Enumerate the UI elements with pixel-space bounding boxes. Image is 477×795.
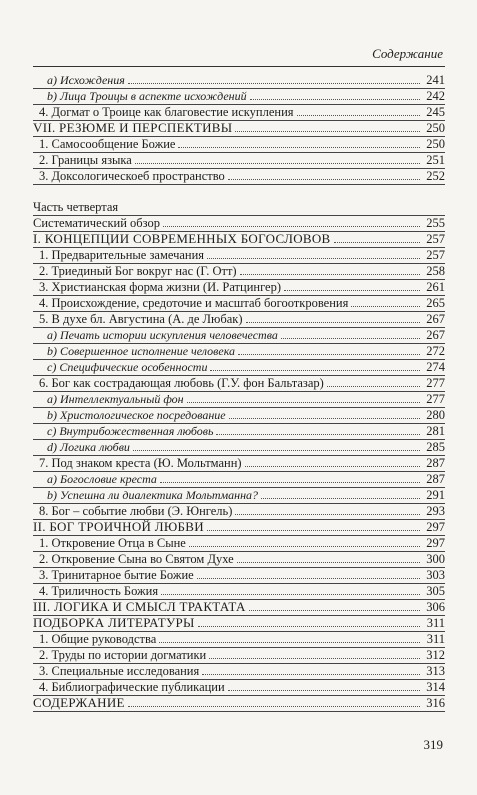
toc-entry-title: 5. В духе бл. Августина (А. де Любак): [39, 312, 243, 326]
toc-entry-page: 258: [426, 264, 445, 278]
toc-entry-page: 250: [426, 137, 445, 151]
toc-leader-dots: [128, 72, 420, 84]
toc-entry-page: 297: [426, 520, 445, 534]
toc-entry-title: a) Исхождения: [47, 73, 125, 87]
toc-leader-dots: [216, 423, 420, 435]
toc-leader-dots: [240, 263, 420, 275]
toc-entry: [33, 359, 445, 375]
toc-entry-title: 1. Самосообщение Божие: [39, 137, 176, 151]
toc-entry: [33, 88, 445, 104]
toc-entry: [33, 152, 445, 168]
toc-entry: [33, 263, 445, 279]
toc-entry: [33, 247, 445, 263]
toc-entry-page: 306: [426, 600, 445, 614]
toc-entry: [33, 327, 445, 343]
toc-entry-title: 4. Догмат о Троице как благовестие искупления: [39, 105, 294, 119]
toc-entry-title: II. БОГ ТРОИЧНОЙ ЛЮБВИ: [33, 519, 204, 534]
toc-entry: [33, 663, 445, 679]
toc-entry-page: 267: [426, 312, 445, 326]
toc-leader-dots: [228, 679, 420, 691]
toc-leader-dots: [198, 615, 420, 627]
toc-entry: [33, 120, 445, 136]
toc-entry: [33, 423, 445, 439]
toc-entry-page: 277: [426, 376, 445, 390]
toc-leader-dots: [161, 583, 420, 595]
toc-leader-dots: [246, 311, 420, 323]
toc-entry-title: a) Печать истории искупления человечества: [47, 328, 278, 342]
toc-entry-page: 280: [426, 408, 445, 422]
table-of-contents: [33, 72, 445, 711]
header-rule: [33, 66, 445, 67]
toc-entry: [33, 695, 445, 711]
toc-entry-page: 242: [426, 89, 445, 103]
toc-leader-dots: [197, 567, 420, 579]
toc-entry-page: 281: [426, 424, 445, 438]
toc-entry-title: c) Специфические особенности: [47, 360, 208, 374]
toc-entry-title: I. КОНЦЕПЦИИ СОВРЕМЕННЫХ БОГОСЛОВОВ: [33, 231, 331, 246]
toc-entry-title: 4. Библиографические публикации: [39, 680, 225, 694]
toc-entry-page: 316: [426, 696, 445, 710]
toc-entry-page: 305: [426, 584, 445, 598]
toc-entry-page: 297: [426, 536, 445, 550]
toc-entry: [33, 647, 445, 663]
toc-leader-dots: [207, 247, 420, 259]
toc-entry-page: 250: [426, 121, 445, 135]
section-gap: [33, 184, 445, 199]
toc-entry: [33, 199, 445, 215]
toc-leader-dots: [163, 215, 420, 227]
toc-entry-title: ПОДБОРКА ЛИТЕРАТУРЫ: [33, 615, 195, 630]
toc-entry-page: 277: [426, 392, 445, 406]
toc-entry-title: c) Внутрибожественная любовь: [47, 424, 214, 438]
toc-entry: [33, 567, 445, 583]
toc-entry-title: III. ЛОГИКА И СМЫСЛ ТРАКТАТА: [33, 599, 246, 614]
toc-leader-dots: [229, 407, 420, 419]
toc-entry-title: 2. Границы языка: [39, 153, 132, 167]
toc-entry-page: 287: [426, 456, 445, 470]
toc-entry-title: 6. Бог как сострадающая любовь (Г.У. фон Бальтазар): [39, 376, 324, 390]
toc-entry-title: 7. Под знаком креста (Ю. Мольтманн): [39, 456, 242, 470]
toc-entry-page: 255: [426, 216, 445, 230]
toc-leader-dots: [249, 599, 420, 611]
toc-entry-page: 293: [426, 504, 445, 518]
toc-entry-page: 300: [426, 552, 445, 566]
toc-entry: [33, 551, 445, 567]
toc-entry: [33, 455, 445, 471]
toc-entry: [33, 471, 445, 487]
toc-entry-page: 303: [426, 568, 445, 582]
toc-entry: [33, 519, 445, 535]
toc-entry: [33, 535, 445, 551]
toc-leader-dots: [178, 136, 420, 148]
toc-leader-dots: [209, 647, 420, 659]
toc-entry-title: b) Совершенное исполнение человека: [47, 344, 236, 358]
toc-leader-dots: [245, 455, 420, 467]
toc-leader-dots: [284, 279, 420, 291]
toc-entry-page: 257: [426, 232, 445, 246]
toc-entry: [33, 375, 445, 391]
toc-leader-dots: [202, 663, 420, 675]
toc-entry-page: 241: [426, 73, 445, 87]
page-number: 319: [423, 737, 443, 752]
toc-entry: [33, 407, 445, 423]
toc-entry: [33, 104, 445, 120]
toc-leader-dots: [261, 487, 420, 499]
toc-entry: [33, 72, 445, 88]
toc-entry-title: 4. Триличность Божия: [39, 584, 159, 598]
toc-entry-page: 312: [426, 648, 445, 662]
toc-entry: [33, 679, 445, 695]
toc-entry: [33, 487, 445, 503]
toc-entry-page: 265: [426, 296, 445, 310]
toc-entry-title: VII. РЕЗЮМЕ И ПЕРСПЕКТИВЫ: [33, 120, 233, 135]
toc-leader-dots: [189, 535, 420, 547]
toc-entry-page: 314: [426, 680, 445, 694]
toc-entry: [33, 599, 445, 615]
toc-entry-title: 1. Общие руководства: [39, 632, 157, 646]
toc-entry-title: 3. Христианская форма жизни (И. Ратцингер): [39, 280, 282, 294]
toc-entry: [33, 343, 445, 359]
toc-entry-title: 2. Труды по истории догматики: [39, 648, 207, 662]
toc-entry-title: 4. Происхождение, средоточие и масштаб богооткровения: [39, 296, 349, 310]
toc-entry: [33, 231, 445, 247]
toc-entry-title: 1. Предварительные замечания: [39, 248, 205, 262]
toc-leader-dots: [327, 375, 420, 387]
toc-entry-page: 272: [426, 344, 445, 358]
toc-entry: [33, 168, 445, 184]
toc-leader-dots: [235, 503, 420, 515]
toc-leader-dots: [207, 519, 420, 531]
toc-entry-title: d) Логика любви: [47, 440, 130, 454]
toc-entry-title: 3. Тринитарное бытие Божие: [39, 568, 194, 582]
toc-entry-page: 285: [426, 440, 445, 454]
toc-leader-dots: [351, 295, 420, 307]
toc-entry-title: a) Интеллектуальный фон: [47, 392, 184, 406]
toc-entry: [33, 503, 445, 519]
toc-entry-page: 311: [426, 632, 445, 646]
running-header: Содержание: [372, 46, 443, 61]
toc-entry-title: b) Христологическое посредование: [47, 408, 226, 422]
toc-entry-page: 287: [426, 472, 445, 486]
toc-entry-title: 2. Откровение Сына во Святом Духе: [39, 552, 234, 566]
toc-leader-dots: [128, 695, 420, 707]
toc-entry-title: 1. Откровение Отца в Сыне: [39, 536, 186, 550]
toc-leader-dots: [334, 231, 420, 243]
toc-leader-dots: [187, 391, 420, 403]
toc-leader-dots: [281, 327, 420, 339]
toc-entry-page: 257: [426, 248, 445, 262]
toc-entry-page: 274: [426, 360, 445, 374]
toc-entry-title: a) Богословие креста: [47, 472, 157, 486]
toc-leader-dots: [250, 88, 420, 100]
toc-entry: [33, 279, 445, 295]
toc-entry: [33, 583, 445, 599]
toc-entry-title: Систематический обзор: [33, 216, 161, 230]
toc-entry-title: 8. Бог – событие любви (Э. Юнгель): [39, 504, 233, 518]
toc-entry: [33, 215, 445, 231]
toc-entry: [33, 136, 445, 152]
toc-entry-page: 245: [426, 105, 445, 119]
toc-leader-dots: [210, 359, 420, 371]
toc-entry-title: Часть четвертая: [33, 200, 119, 214]
toc-entry-page: 267: [426, 328, 445, 342]
toc-entry-page: 252: [426, 169, 445, 183]
toc-leader-dots: [237, 551, 420, 563]
toc-entry-page: 291: [426, 488, 445, 502]
toc-entry: [33, 311, 445, 327]
toc-leader-dots: [133, 439, 420, 451]
toc-entry-title: 2. Триединый Бог вокруг нас (Г. Отт): [39, 264, 237, 278]
toc-leader-dots: [135, 152, 420, 164]
toc-entry-page: 251: [426, 153, 445, 167]
toc-entry-title: b) Лица Троицы в аспекте исхождений: [47, 89, 247, 103]
toc-entry-title: 3. Специальные исследования: [39, 664, 200, 678]
toc-entry-page: 261: [426, 280, 445, 294]
toc-entry-title: b) Успешна ли диалектика Мольтманна?: [47, 488, 259, 502]
toc-entry-title: СОДЕРЖАНИЕ: [33, 695, 125, 710]
toc-entry: [33, 295, 445, 311]
toc-entry: [33, 631, 445, 647]
toc-entry: [33, 391, 445, 407]
toc-leader-dots: [238, 343, 420, 355]
toc-leader-dots: [228, 168, 420, 180]
toc-leader-dots: [297, 104, 420, 116]
toc-entry-page: 311: [426, 616, 445, 630]
toc-entry: [33, 615, 445, 631]
toc-entry: [33, 439, 445, 455]
toc-entry-title: 3. Доксологическоеб пространство: [39, 169, 225, 183]
toc-leader-dots: [159, 631, 420, 643]
toc-leader-dots: [160, 471, 420, 483]
toc-entry-page: 313: [426, 664, 445, 678]
toc-leader-dots: [235, 120, 420, 132]
